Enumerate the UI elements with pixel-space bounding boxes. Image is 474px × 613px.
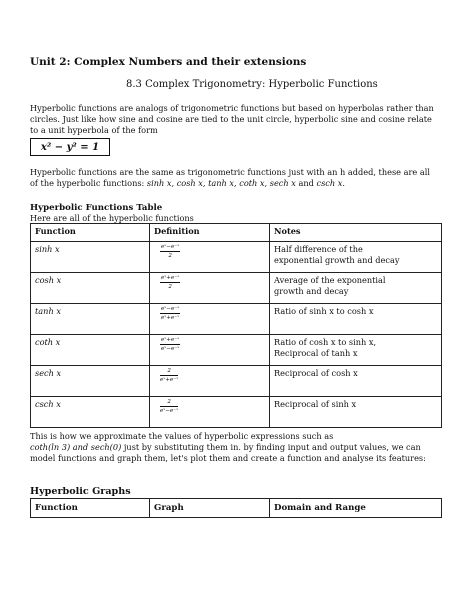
denominator: eˣ+e⁻ˣ — [160, 377, 179, 383]
math-expression: coth(ln 3) and sech(0) — [30, 442, 122, 452]
definition-fraction — [160, 306, 180, 321]
function-cell: coth x — [31, 335, 150, 366]
notes-cell — [270, 304, 442, 335]
function-cell: tanh x — [31, 304, 150, 335]
definition-fraction — [160, 368, 178, 383]
function-list: sinh x, cosh x, tanh x, coth x, sech x — [146, 178, 296, 188]
paragraph-line — [30, 178, 430, 189]
function-name: csch x — [316, 178, 343, 188]
notes-cell — [270, 366, 442, 397]
numerator: 2 — [160, 399, 178, 407]
table-header-row — [31, 224, 442, 242]
paragraph-line: Hyperbolic functions are the same as trigonometric functions just with an h added, these are all — [30, 167, 430, 177]
paragraph-line: model functions and graph them, let's plot them and create a function and analyse its features: — [30, 453, 426, 463]
definition-fraction — [160, 399, 178, 414]
text: of the hyperbolic functions: — [30, 178, 147, 188]
table-row — [31, 242, 442, 273]
paragraph-line — [30, 442, 426, 453]
numerator: eˣ+e⁻ˣ — [161, 275, 180, 281]
notes-cell — [270, 397, 442, 428]
notes-cell — [270, 273, 442, 304]
column-header: Definition — [150, 224, 270, 242]
table-row — [31, 335, 442, 366]
denominator: eˣ−e⁻ˣ — [160, 408, 179, 414]
hyperbolic-graphs-table — [30, 498, 442, 518]
functions-paragraph — [30, 167, 430, 189]
table-row — [31, 397, 442, 428]
table-subtitle: Here are all of the hyperbolic functions — [30, 213, 194, 223]
definition-fraction — [160, 275, 180, 290]
note-line: Reciprocal of sinh x — [274, 399, 357, 409]
approximation-paragraph — [30, 431, 426, 464]
table-title: Hyperbolic Functions Table — [30, 203, 163, 213]
note-line: Reciprocal of tanh x — [274, 347, 358, 358]
numerator: eˣ−e⁻ˣ — [161, 244, 180, 250]
definition-cell — [150, 242, 270, 273]
denominator: eˣ+e⁻ˣ — [161, 315, 180, 321]
denominator: 2 — [168, 253, 172, 259]
note-line: Ratio of sinh x to cosh x — [274, 306, 374, 316]
function-cell: sinh x — [31, 242, 150, 273]
numerator: eˣ−e⁻ˣ — [161, 306, 180, 312]
column-header: Function — [31, 499, 150, 518]
text: and — [295, 178, 317, 188]
definition-fraction — [160, 337, 180, 352]
definition-cell — [150, 335, 270, 366]
table-row — [31, 273, 442, 304]
column-header: Notes — [270, 224, 442, 242]
section-title: 8.3 Complex Trigonometry: Hyperbolic Functions — [126, 79, 378, 90]
function-cell: csch x — [31, 397, 150, 428]
intro-line: to a unit hyperbola of the form — [30, 125, 158, 135]
denominator: 2 — [168, 284, 172, 290]
graphs-section-title: Hyperbolic Graphs — [30, 486, 131, 497]
intro-paragraph — [30, 103, 434, 136]
definition-cell — [150, 366, 270, 397]
definition-fraction — [160, 244, 180, 259]
hyperbolic-functions-table — [30, 223, 442, 428]
note-line: Ratio of cosh x to sinh x, — [274, 337, 377, 347]
column-header: Graph — [150, 499, 270, 518]
column-header: Domain and Range — [270, 499, 442, 518]
definition-cell — [150, 397, 270, 428]
definition-cell — [150, 304, 270, 335]
note-line: exponential growth and decay — [274, 254, 400, 265]
note-line: growth and decay — [274, 285, 349, 296]
hyperbola-equation: x² − y² = 1 — [30, 138, 110, 156]
text: . — [342, 178, 345, 188]
denominator: eˣ−e⁻ˣ — [161, 346, 180, 352]
function-cell: cosh x — [31, 273, 150, 304]
notes-cell — [270, 242, 442, 273]
table-row — [31, 366, 442, 397]
column-header: Function — [31, 224, 150, 242]
intro-line: Hyperbolic functions are analogs of trigonometric functions but based on hyperbolas rather than — [30, 103, 434, 113]
numerator: 2 — [160, 368, 178, 376]
note-line: Reciprocal of cosh x — [274, 368, 358, 378]
text: just by substituting them in. by finding input and output values, we can — [121, 442, 421, 452]
numerator: eˣ+e⁻ˣ — [161, 337, 180, 343]
intro-line: circles. Just like how sine and cosine are tied to the unit circle, hyperbolic sine and cosine relate — [30, 114, 432, 124]
note-line: Half difference of the — [274, 244, 363, 254]
table-header-row — [31, 499, 442, 518]
definition-cell — [150, 273, 270, 304]
function-cell: sech x — [31, 366, 150, 397]
note-line: Average of the exponential — [274, 275, 386, 285]
unit-title: Unit 2: Complex Numbers and their extensions — [30, 56, 307, 68]
paragraph-line: This is how we approximate the values of hyperbolic expressions such as — [30, 431, 334, 441]
table-row — [31, 304, 442, 335]
notes-cell — [270, 335, 442, 366]
